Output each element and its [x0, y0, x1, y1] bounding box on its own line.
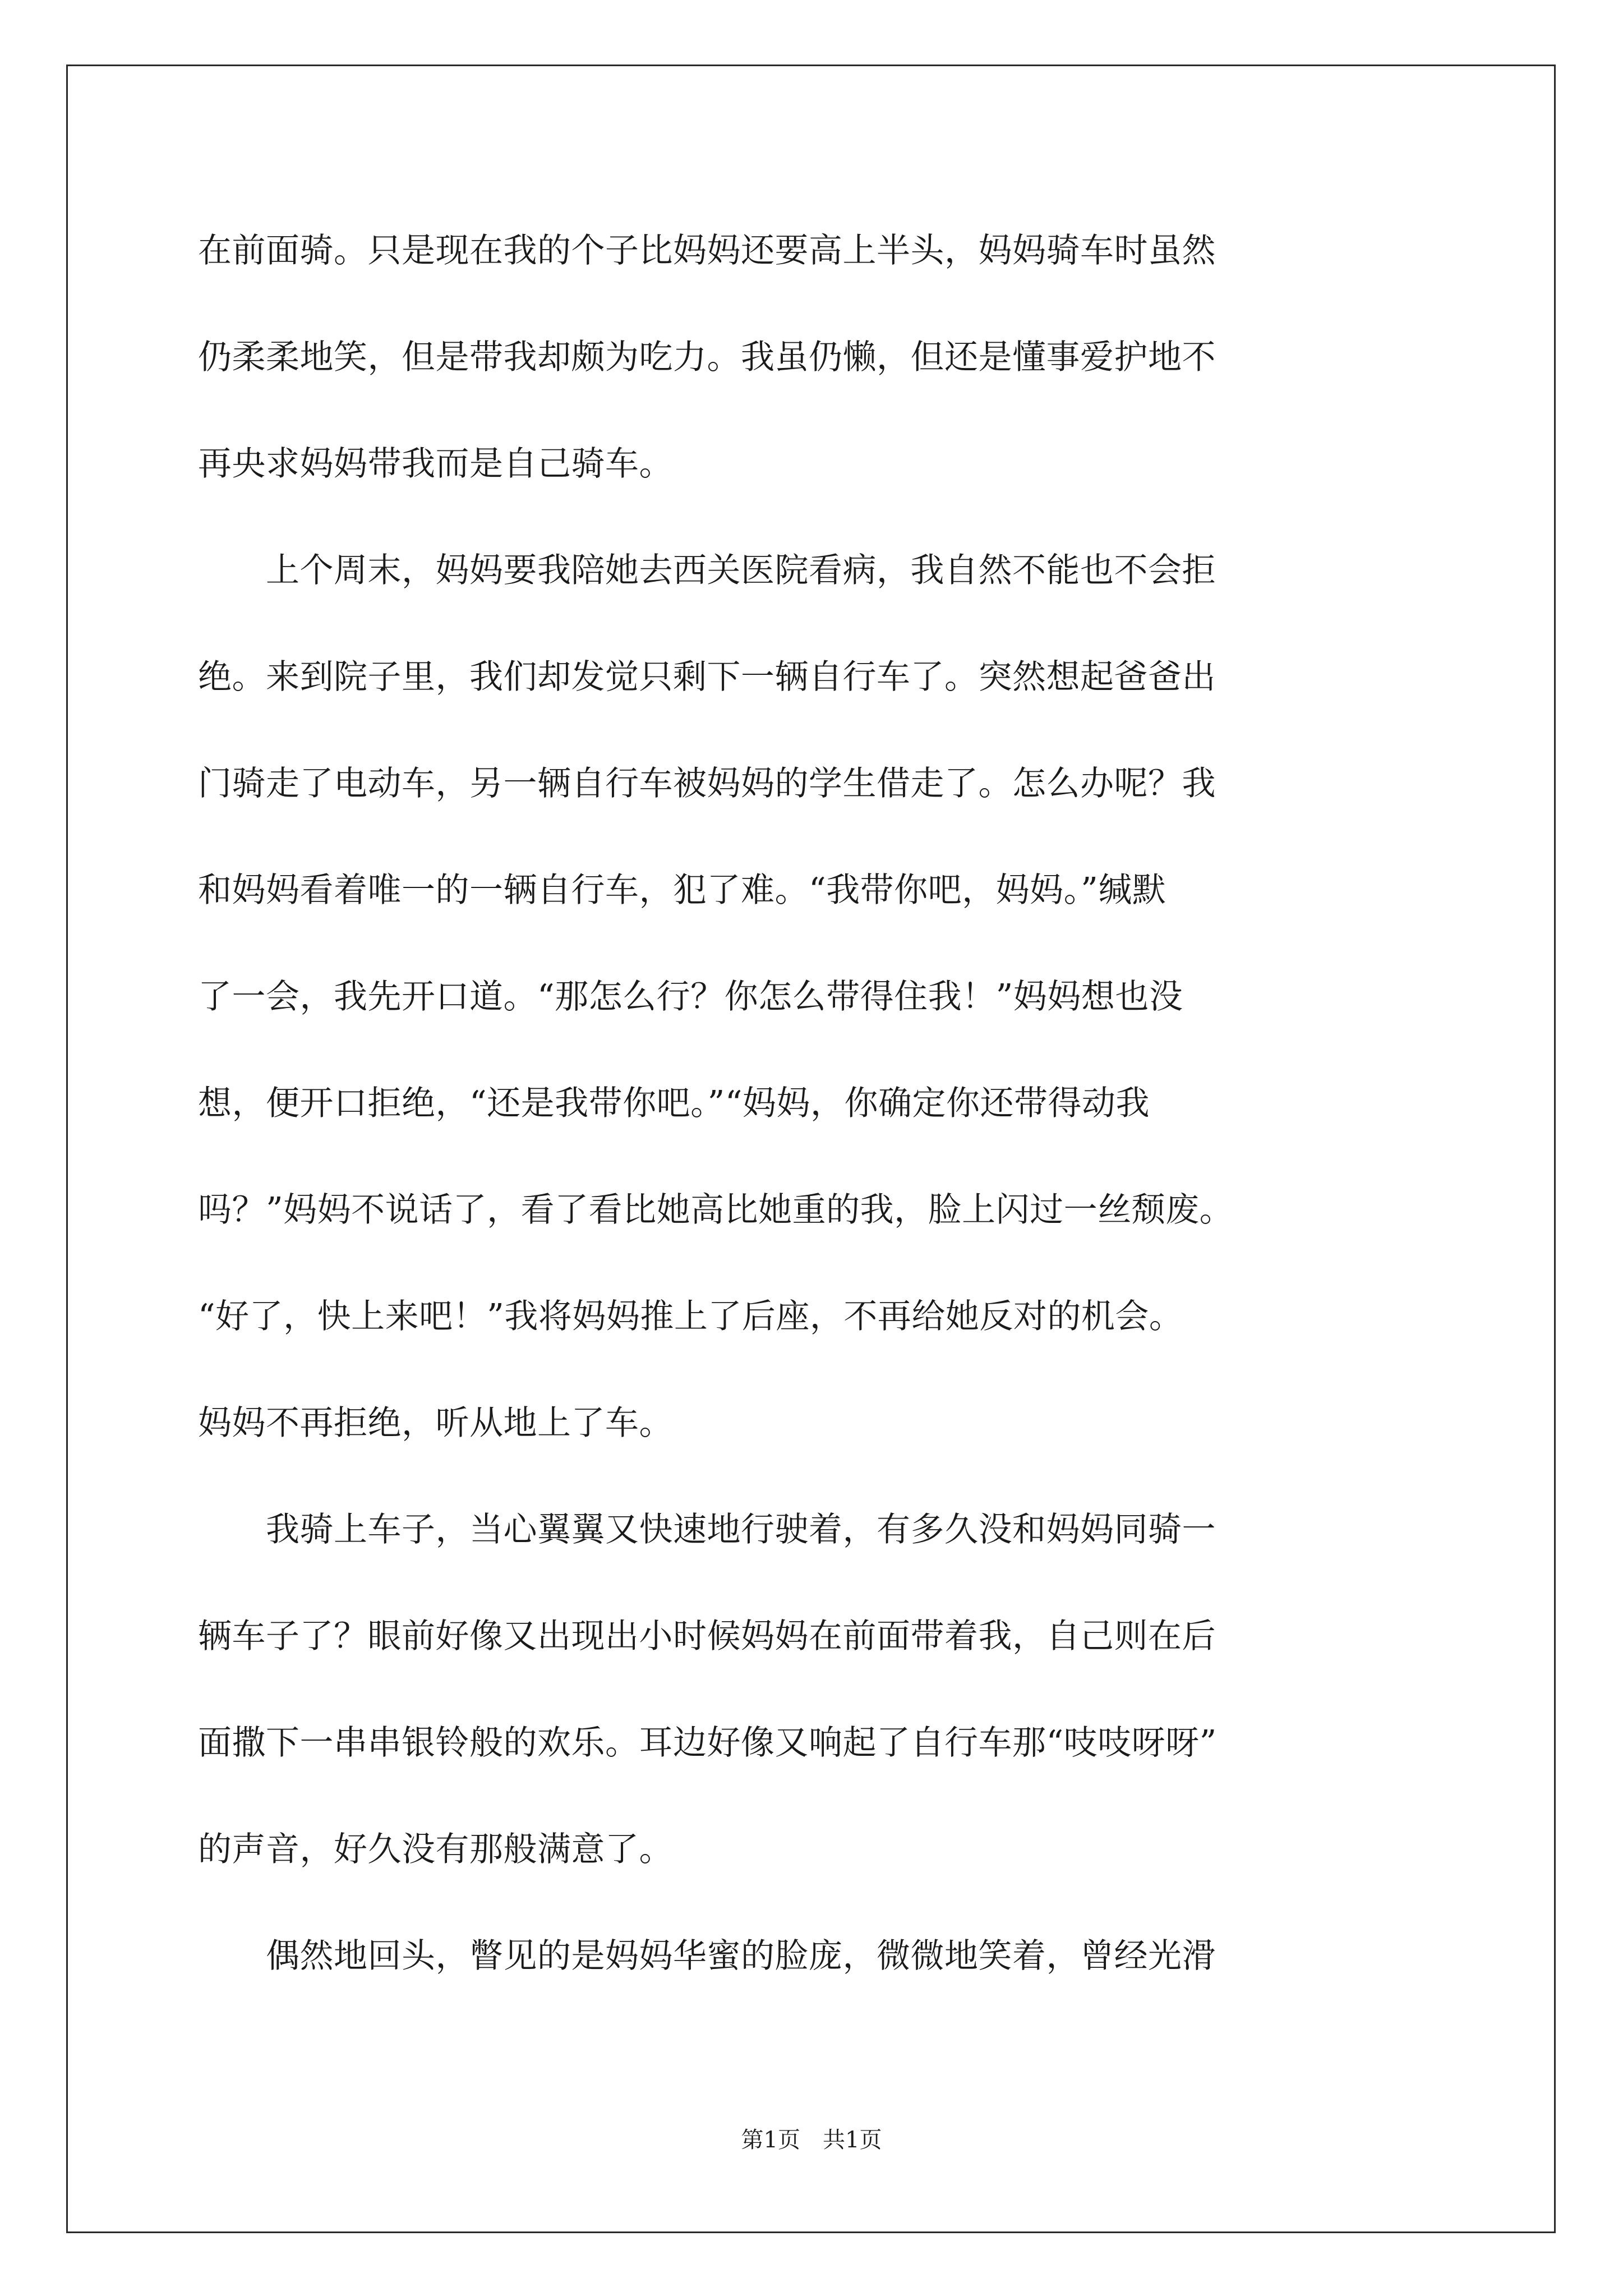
- text-line: 门骑走了电动车，另一辆自行车被妈妈的学生借走了。怎么办呢？我: [198, 764, 1216, 803]
- text-line: 妈妈不再拒绝，听从地上了车。: [198, 1404, 673, 1443]
- text-line: 再央求妈妈带我而是自己骑车。: [198, 444, 673, 484]
- text-line: 和妈妈看着唯一的一辆自行车，犯了难。“我带你吧，妈妈。”缄默: [198, 871, 1166, 910]
- text-line: 想，便开口拒绝，“还是我带你吧。”“妈妈，你确定你还带得动我: [198, 1084, 1150, 1123]
- text-line: 的声音，好久没有那般满意了。: [198, 1830, 673, 1869]
- text-line: 我骑上车子，当心翼翼又快速地行驶着，有多久没和妈妈同骑一: [198, 1510, 1216, 1549]
- text-line: “好了，快上来吧！”我将妈妈推上了后座，不再给她反对的机会。: [198, 1297, 1183, 1336]
- text-line: 在前面骑。只是现在我的个子比妈妈还要高上半头，妈妈骑车时虽然: [198, 231, 1216, 270]
- text-line: 绝。来到院子里，我们却发觉只剩下一辆自行车了。突然想起爸爸出: [198, 657, 1216, 697]
- page-number-footer: 第1页 共1页: [741, 2127, 882, 2153]
- text-line: 了一会，我先开口道。“那怎么行？你怎么带得住我！”妈妈想也没: [198, 977, 1183, 1016]
- text-line: 吗？”妈妈不说话了，看了看比她高比她重的我，脸上闪过一丝颓废。: [198, 1190, 1234, 1230]
- text-line: 面撒下一串串银铃般的欢乐。耳边好像又响起了自行车那“吱吱呀呀”: [198, 1723, 1217, 1763]
- text-line: 偶然地回头，瞥见的是妈妈华蜜的脸庞，微微地笑着，曾经光滑: [198, 1936, 1216, 1976]
- text-line: 仍柔柔地笑，但是带我却颇为吃力。我虽仍懒，但还是懂事爱护地不: [198, 338, 1216, 377]
- text-line: 辆车子了？眼前好像又出现出小时候妈妈在前面带着我，自己则在后: [198, 1617, 1216, 1656]
- text-line: 上个周末，妈妈要我陪她去西关医院看病，我自然不能也不会拒: [198, 551, 1216, 590]
